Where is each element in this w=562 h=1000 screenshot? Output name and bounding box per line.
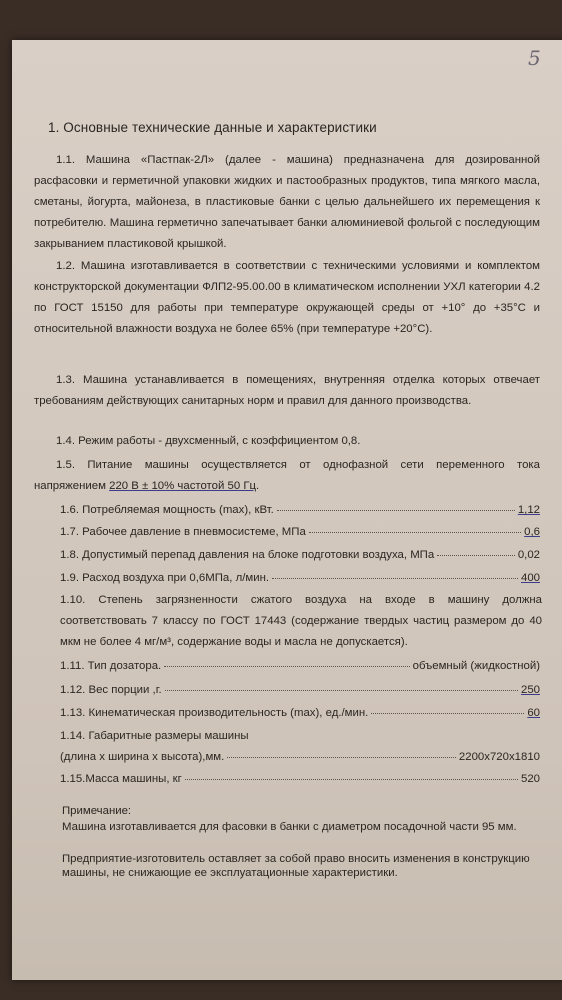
spec-row-1-14-title: 1.14. Габаритные размеры машины — [60, 730, 249, 742]
paragraph-1-4: 1.4. Режим работы - двухсменный, с коэффициентом 0,8. — [56, 435, 361, 447]
section-heading: 1. Основные технические данные и характеристики — [48, 120, 377, 135]
note-title: Примечание: — [62, 805, 132, 817]
spec-row-1-15: 1.15.Масса машины, кг 520 — [60, 773, 540, 785]
paragraph-1-10: 1.10. Степень загрязненности сжатого воздуха на входе в машину должна соответствовать 7 классу по ГОСТ 17443 (содержание твердых частиц размером до 40 мкм не более 4 мг/м³, содержание воды и масла не допускается). — [60, 594, 542, 648]
spec-row-1-13: 1.13. Кинематическая производительность (max), ед./мин. 60 — [60, 707, 540, 719]
note-text-2: Предприятие-изготовитель оставляет за собой право вносить изменения в конструкцию машины, не снижающие ее эксплуатационные характеристики. — [62, 853, 530, 879]
paragraph-1-1: 1.1. Машина «Пастпак-2Л» (далее - машина) предназначена для дозированной расфасовки и герметичной упаковки жидких и пастообразных продуктов, типа мягкого масла, сметаны, йогурта, майонеза, в пластиковые банки с целью дальнейшего их перемещения к потребителю. Машина герметично запечатывает банки алюминиевой фольгой с последующим закрыванием пластиковой крышкой. — [34, 154, 540, 250]
paragraph-1-3: 1.3. Машина устанавливается в помещениях, внутренняя отделка которых отвечает требованиям действующих санитарных норм и правил для данного производства. — [34, 374, 540, 407]
spec-row-1-6: 1.6. Потребляемая мощность (max), кВт. 1,12 — [60, 504, 540, 516]
page-number: 5 — [528, 46, 541, 70]
paragraph-1-2: 1.2. Машина изготавливается в соответствии с техническими условиями и комплектом конструкторской документации ФЛП2-95.00.00 в климатическом исполнении УХЛ категории 4.2 по ГОСТ 15150 для работы при температуре окружающей среды от +10° до +35°С и относительной влажности воздуха не более 65% (при температуре +20°С). — [34, 260, 540, 335]
note-text-1: Машина изготавливается для фасовки в банки с диаметром посадочной части 95 мм. — [62, 821, 517, 833]
spec-row-1-9: 1.9. Расход воздуха при 0,6МПа, л/мин. 400 — [60, 572, 540, 584]
spec-row-1-7: 1.7. Рабочее давление в пневмосистеме, МПа 0,6 — [60, 526, 540, 538]
spec-row-1-11: 1.11. Тип дозатора. объемный (жидкостной) — [60, 660, 540, 672]
paragraph-1-5: 1.5. Питание машины осуществляется от однофазной сети переменного тока напряжением 220 В ± 10% частотой 50 Гц. — [34, 459, 540, 492]
spec-row-1-14-dims: (длина х ширина х высота),мм. 2200х720х1810 — [60, 751, 540, 763]
spec-row-1-12: 1.12. Вес порции ,г. 250 — [60, 684, 540, 696]
spec-row-1-8: 1.8. Допустимый перепад давления на блоке подготовки воздуха, МПа 0,02 — [60, 549, 540, 561]
